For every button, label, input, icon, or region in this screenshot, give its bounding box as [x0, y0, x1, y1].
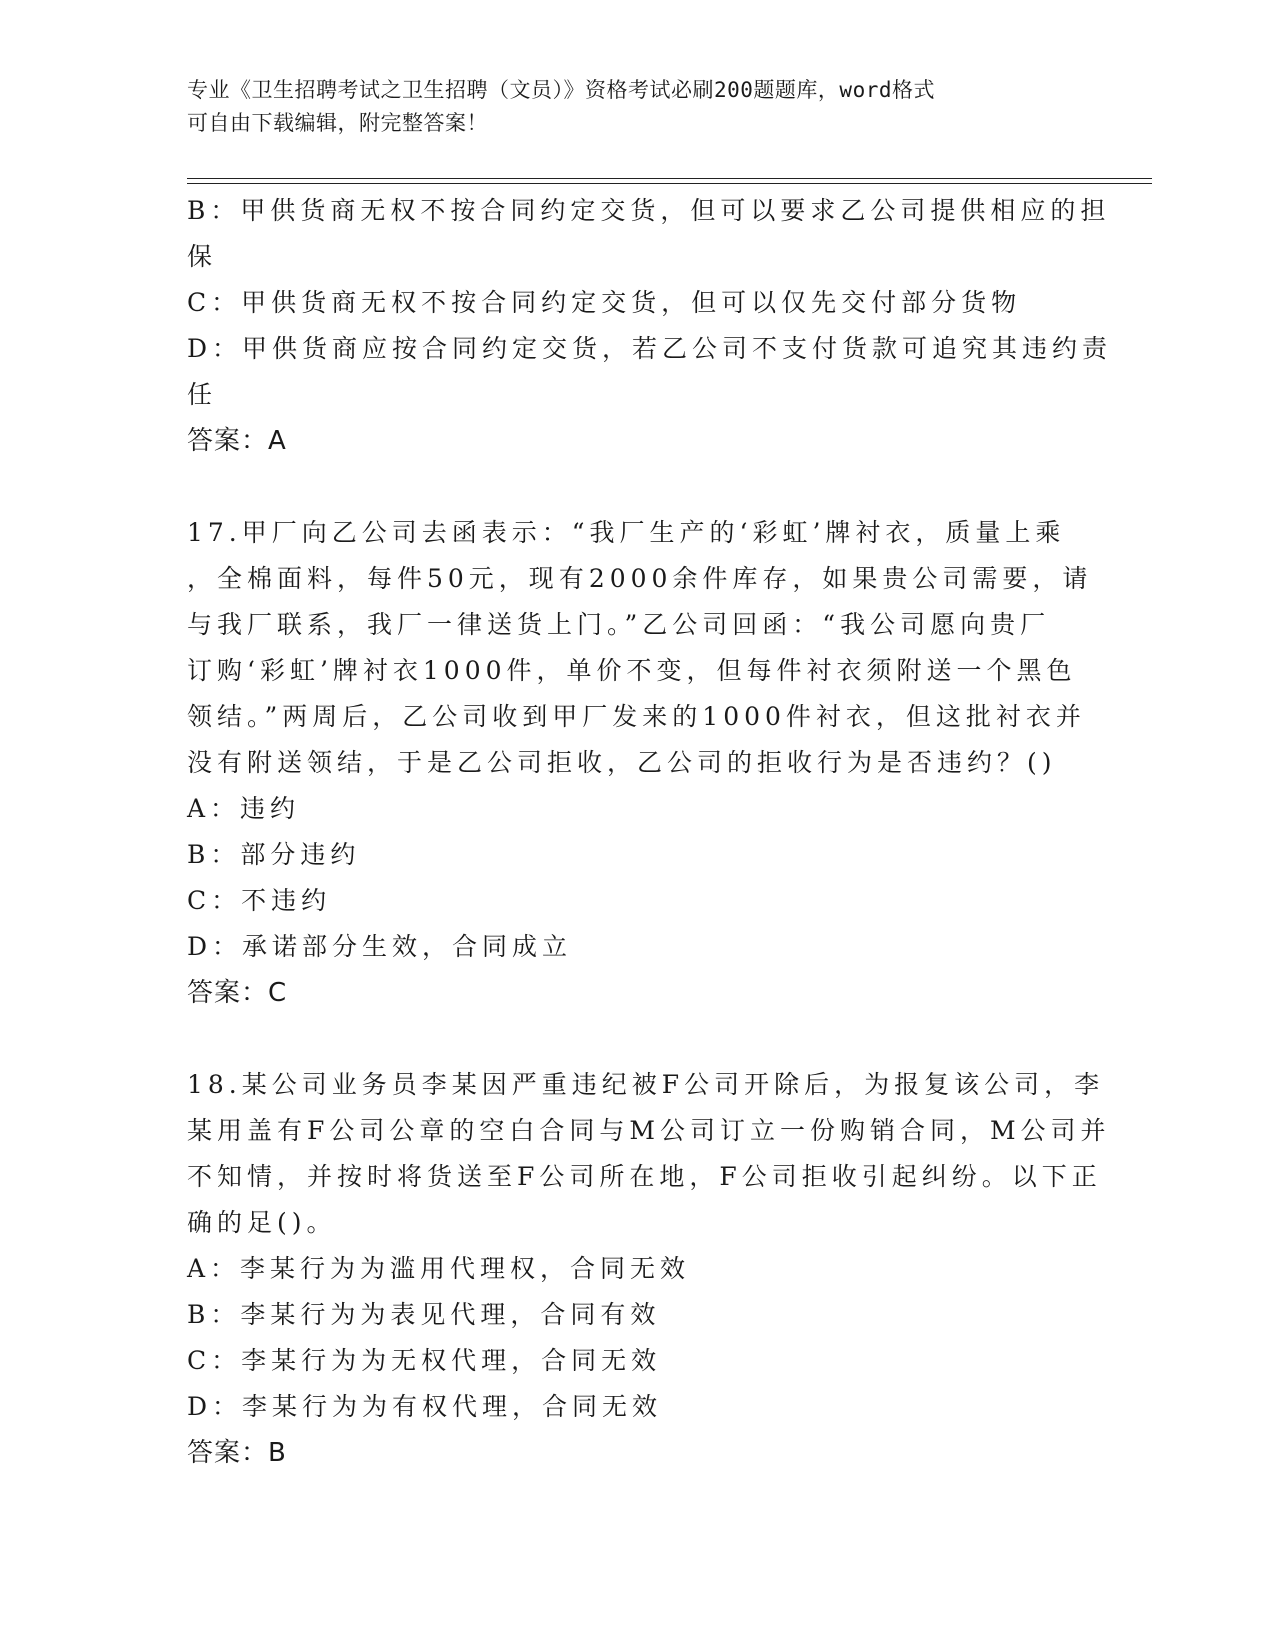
header-divider: [187, 183, 1152, 184]
option-a: A：李某行为为滥用代理权，合同无效: [187, 1254, 691, 1283]
question-stem-line: 确的足()。: [187, 1208, 337, 1237]
header-line: 可自由下载编辑，附完整答案！: [187, 111, 488, 135]
question-block-17: [187, 510, 1093, 1016]
question-stem-line: 18.某公司业务员李某因严重违纪被F公司开除后，为报复该公司，李: [187, 1070, 1105, 1099]
question-stem-line: 不知情，并按时将货送至F公司所在地，F公司拒收引起纠纷。以下正: [187, 1162, 1102, 1191]
document-header: [187, 74, 1067, 140]
question-stem-line: 17.甲厂向乙公司去函表示：“我厂生产的‘彩虹’牌衬衣，质量上乘: [187, 518, 1066, 547]
spacer: [187, 464, 1087, 510]
option-line: 任: [187, 380, 218, 409]
answer-line: 答案：A: [187, 426, 287, 456]
spacer: [187, 1016, 1087, 1062]
question-stem-line: 没有附送领结，于是乙公司拒收，乙公司的拒收行为是否违约？(): [187, 748, 1057, 777]
option-c: C：李某行为为无权代理，合同无效: [187, 1346, 662, 1375]
header-divider: [187, 178, 1152, 179]
question-stem-line: 领结。”两周后，乙公司收到甲厂发来的1000件衬衣，但这批衬衣并: [187, 702, 1086, 731]
question-stem-line: ，全棉面料，每件50元，现有2000余件库存，如果贵公司需要，请: [187, 564, 1093, 593]
option-line: B：甲供货商无权不按合同约定交货，但可以要求乙公司提供相应的担: [187, 196, 1111, 225]
option-a: A：违约: [187, 794, 301, 823]
question-block-18: [187, 1062, 1111, 1476]
option-d: D：承诺部分生效，合同成立: [187, 932, 573, 961]
question-stem-line: 某用盖有F公司公章的空白合同与M公司订立一份购销合同，M公司并: [187, 1116, 1111, 1145]
question-stem-line: 与我厂联系，我厂一律送货上门。”乙公司回函：“我公司愿向贵厂: [187, 610, 1051, 639]
option-c: C：不违约: [187, 886, 332, 915]
option-line: C：甲供货商无权不按合同约定交货，但可以仅先交付部分货物: [187, 288, 1022, 317]
question-stem-line: 订购‘彩虹’牌衬衣1000件，单价不变，但每件衬衣须附送一个黑色: [187, 656, 1077, 685]
option-d: D：李某行为为有权代理，合同无效: [187, 1392, 663, 1421]
option-line: D：甲供货商应按合同约定交货，若乙公司不支付货款可追究其违约责: [187, 334, 1113, 363]
header-line: 专业《卫生招聘考试之卫生招聘（文员）》资格考试必刷200题题库，word格式: [187, 78, 935, 102]
option-line: 保: [187, 242, 218, 271]
option-b: B：李某行为为表见代理，合同有效: [187, 1300, 661, 1329]
document-body: [187, 188, 1113, 1476]
question-block-prev: [187, 188, 1113, 464]
option-b: B：部分违约: [187, 840, 361, 869]
answer-line: 答案：C: [187, 978, 288, 1008]
answer-line: 答案：B: [187, 1438, 287, 1468]
